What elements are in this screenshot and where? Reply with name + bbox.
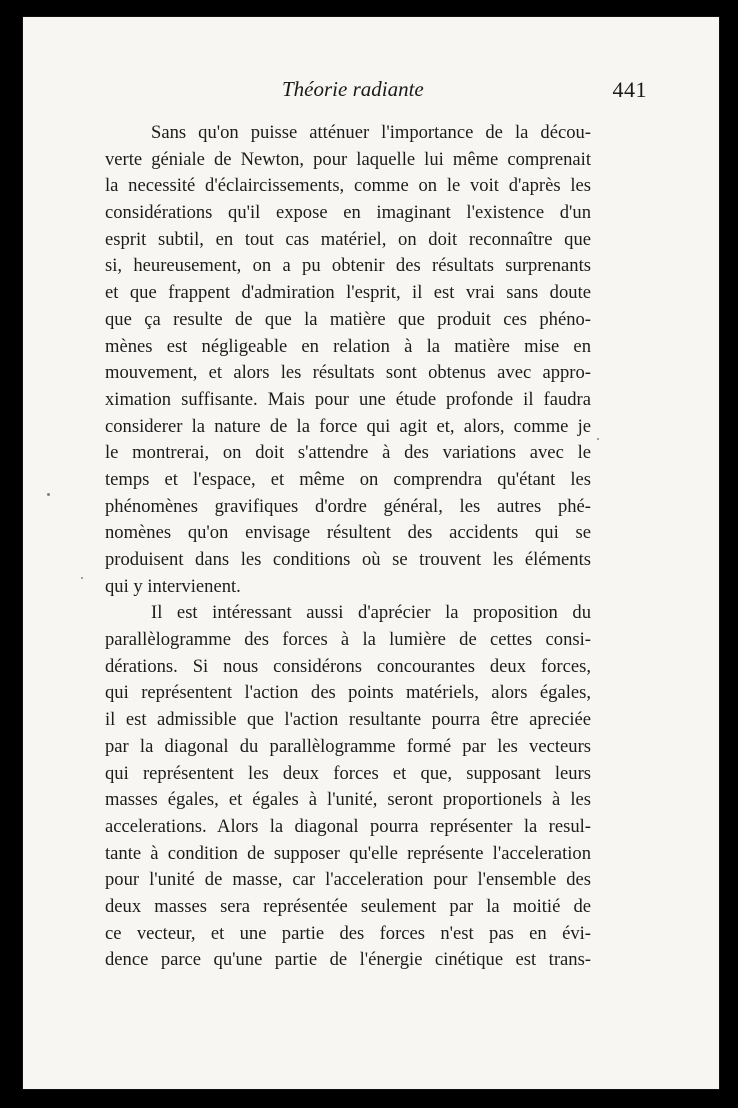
text-line: verte géniale de Newton, pour laquelle lui même comprenait xyxy=(105,148,591,170)
text-line: qui représentent les deux forces et que, supposant leurs xyxy=(105,762,591,784)
text-line: ximation suffisante. Mais pour une étude profonde il faudra xyxy=(105,388,591,410)
text-line: deux masses sera représentée seulement par la moitié de xyxy=(105,895,591,917)
text-line: tante à condition de supposer qu'elle représente l'acceleration xyxy=(105,842,591,864)
text-line: pour l'unité de masse, car l'acceleration pour l'ensemble des xyxy=(105,869,591,891)
text-line: masses égales, et égales à l'unité, seront proportionels à les xyxy=(105,789,591,811)
text-line: considérations qu'il expose en imaginant l'existence d'un xyxy=(105,202,591,224)
text-line: mènes est négligeable en relation à la matière mise en xyxy=(105,335,591,357)
text-line: accelerations. Alors la diagonal pourra représenter la resul- xyxy=(105,815,591,837)
scan-speck xyxy=(597,438,599,440)
text-line: nomènes qu'on envisage résultent des accidents qui se xyxy=(105,522,591,544)
text-line: Sans qu'on puisse atténuer l'importance de la décou- xyxy=(151,122,591,143)
text-line: qui représentent l'action des points matériels, alors égales, xyxy=(105,682,591,704)
text-line: mouvement, et alors les résultats sont obtenus avec appro- xyxy=(105,362,591,384)
page-number: 441 xyxy=(612,77,647,102)
text-line: temps et l'espace, et même on comprendra qu'étant les xyxy=(105,468,591,490)
text-line: si, heureusement, on a pu obtenir des résultats surprenants xyxy=(105,255,591,277)
paragraph xyxy=(105,120,591,600)
book-page xyxy=(22,16,720,1090)
text-line: par la diagonal du parallèlogramme formé par les vecteurs xyxy=(105,735,591,757)
text-line: le montrerai, on doit s'attendre à des variations avec le xyxy=(105,442,591,464)
text-line: la necessité d'éclaircissements, comme on le voit d'après les xyxy=(105,175,591,197)
body-text xyxy=(105,120,591,974)
text-line: produisent dans les conditions où se trouvent les éléments xyxy=(105,549,591,570)
text-line: considerer la nature de la force qui agit et, alors, comme je xyxy=(105,415,591,437)
text-line: et que frappent d'admiration l'esprit, il est vrai sans doute xyxy=(105,282,591,304)
text-line: ce vecteur, et une partie des forces n'est pas en évi- xyxy=(105,922,591,944)
text-line: parallèlogramme des forces à la lumière de cettes consi- xyxy=(105,629,591,651)
text-line: il est admissible que l'action resultante pourra être apreciée xyxy=(105,709,591,731)
scan-speck xyxy=(47,493,50,496)
text-line: dérations. Si nous considérons concourantes deux forces, xyxy=(105,655,591,677)
running-head xyxy=(107,75,647,115)
running-title: Théorie radiante xyxy=(282,77,424,101)
text-line: que ça resulte de que la matière que produit ces phéno- xyxy=(105,308,591,330)
text-line: qui y intervienent. xyxy=(105,575,241,597)
text-line: Il est intéressant aussi d'aprécier la proposition du xyxy=(151,602,591,624)
text-line: dence parce qu'une partie de l'énergie cinétique est trans- xyxy=(105,949,591,971)
scan-speck xyxy=(81,577,83,579)
text-line: esprit subtil, en tout cas matériel, on doit reconnaître que xyxy=(105,228,591,250)
text-line: phénomènes gravifiques d'ordre général, les autres phé- xyxy=(105,495,591,517)
paragraph xyxy=(105,600,591,974)
